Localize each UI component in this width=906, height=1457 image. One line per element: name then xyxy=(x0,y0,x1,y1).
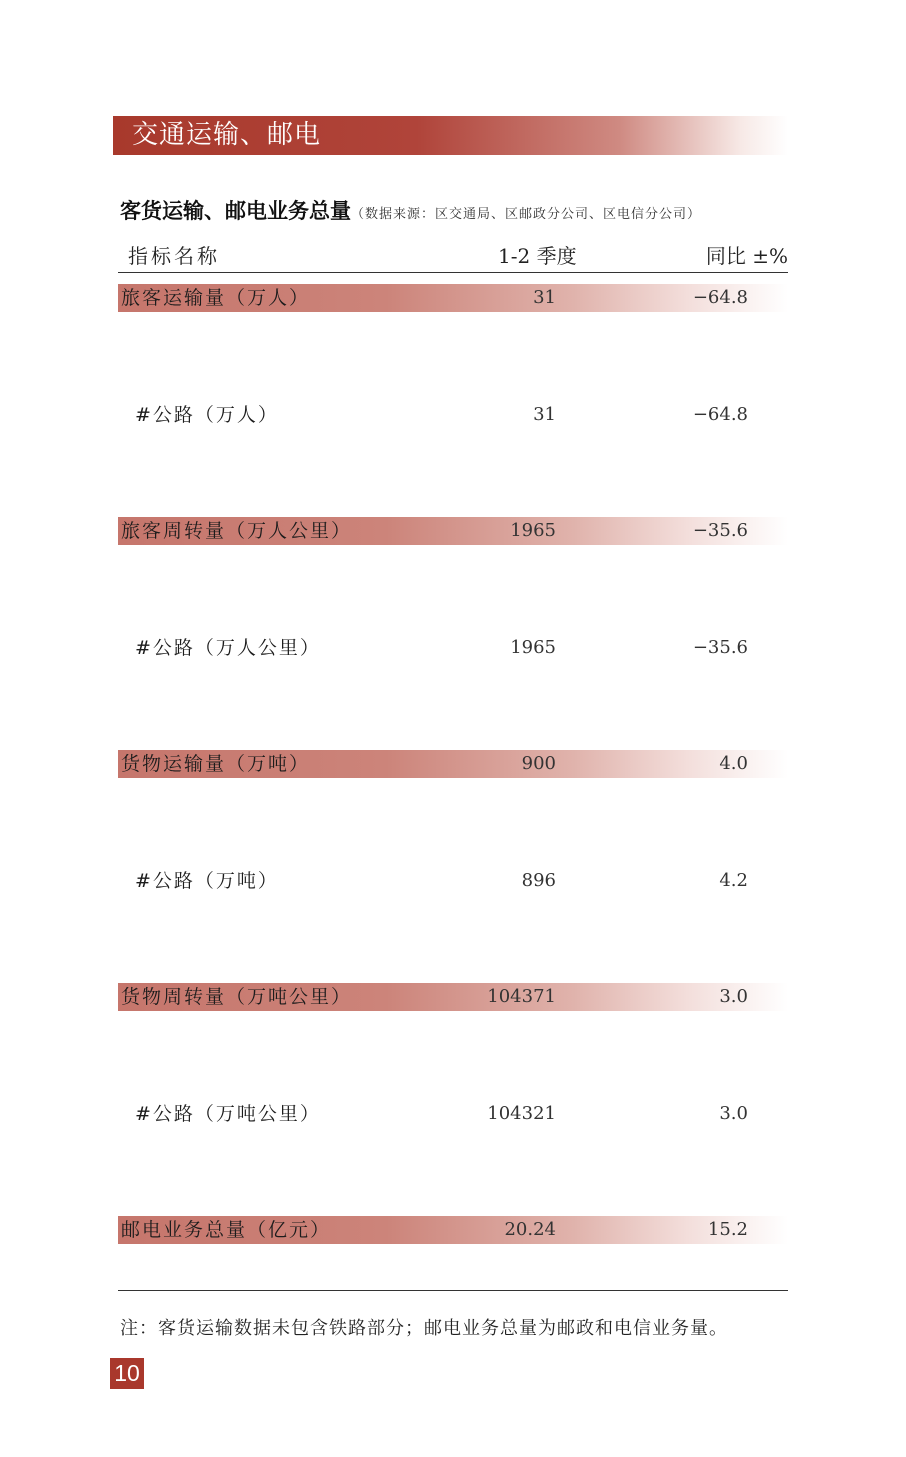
row-value: 31 xyxy=(533,404,556,425)
row-name: #公路（万人） xyxy=(135,404,279,426)
table-row xyxy=(118,1100,788,1128)
row-yoy: −64.8 xyxy=(692,404,748,425)
row-name: 旅客周转量（万人公里） xyxy=(121,520,353,542)
row-value: 31 xyxy=(533,287,556,308)
row-yoy: 3.0 xyxy=(719,1103,748,1124)
row-name: 货物运输量（万吨） xyxy=(121,753,311,775)
header-indicator-name: 指标名称 xyxy=(128,244,220,268)
row-name: #公路（万吨公里） xyxy=(135,1103,321,1125)
row-yoy: −64.8 xyxy=(692,287,748,308)
row-yoy: 3.0 xyxy=(719,986,748,1007)
header-yoy: 同比 ±% xyxy=(705,244,788,268)
row-value: 896 xyxy=(521,870,556,891)
row-yoy: 15.2 xyxy=(707,1219,748,1240)
row-value: 104321 xyxy=(487,1103,556,1124)
row-yoy: 4.0 xyxy=(719,753,748,774)
row-name: 旅客运输量（万人） xyxy=(121,287,311,309)
row-name: 货物周转量（万吨公里） xyxy=(121,986,353,1008)
row-value: 1965 xyxy=(510,637,556,658)
row-value: 1965 xyxy=(510,520,556,541)
table-row xyxy=(118,983,788,1011)
table-row xyxy=(118,1216,788,1244)
header-period: 1-2 季度 xyxy=(498,244,577,268)
row-yoy: 4.2 xyxy=(719,870,748,891)
row-name: 邮电业务总量（亿元） xyxy=(121,1219,332,1241)
table-row xyxy=(118,867,788,895)
row-value: 20.24 xyxy=(504,1219,556,1240)
table-title: 客货运输、邮电业务总量 xyxy=(120,199,351,223)
table-header xyxy=(118,238,788,273)
row-value: 900 xyxy=(521,753,556,774)
row-name: #公路（万吨） xyxy=(135,870,279,892)
table-row xyxy=(118,517,788,545)
row-name: #公路（万人公里） xyxy=(135,637,321,659)
section-title: 交通运输、邮电 xyxy=(132,120,322,150)
table-caption xyxy=(120,195,800,225)
row-yoy: −35.6 xyxy=(692,637,748,658)
table-row xyxy=(118,401,788,429)
table-bottom-rule xyxy=(118,1290,788,1291)
table-row xyxy=(118,284,788,312)
row-value: 104371 xyxy=(487,986,556,1007)
table-source: （数据来源：区交通局、区邮政分公司、区电信分公司） xyxy=(351,207,702,222)
section-banner xyxy=(113,116,788,155)
table-row xyxy=(118,750,788,778)
page-number: 10 xyxy=(110,1358,144,1389)
footnote: 注：客货运输数据未包含铁路部分；邮电业务总量为邮政和电信业务量。 xyxy=(120,1318,728,1339)
row-yoy: −35.6 xyxy=(692,520,748,541)
table-row xyxy=(118,634,788,662)
